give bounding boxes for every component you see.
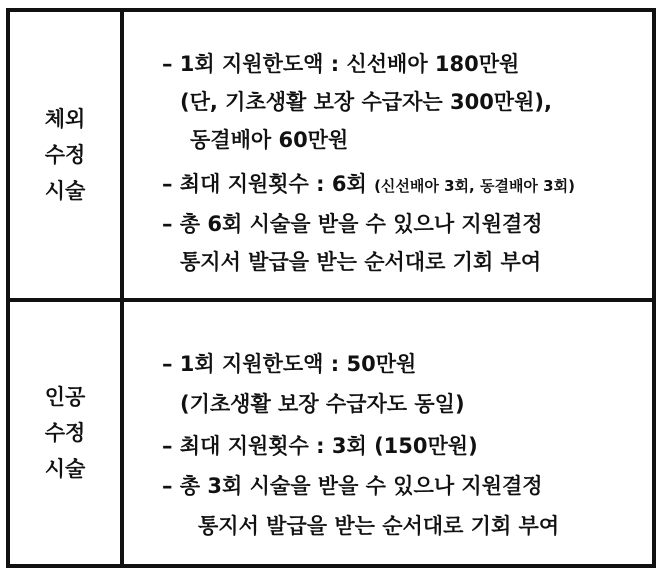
content-text: – 최대 지원횟수 : 6회 — [162, 172, 367, 196]
content-line — [162, 168, 575, 198]
row-label-line: 체외 — [44, 107, 86, 131]
row-label-line: 인공 — [44, 385, 86, 409]
content-line: – 1회 지원한도액 : 50만원 — [162, 352, 417, 376]
content-line: 동결배아 60만원 — [190, 128, 349, 152]
content-note: (신선배아 3회, 동결배아 3회) — [374, 177, 575, 195]
row-label-line: 시술 — [44, 457, 86, 481]
content-line: 통지서 발급을 받는 순서대로 기회 부여 — [180, 250, 542, 274]
support-table — [6, 8, 656, 568]
row-label-ivf — [10, 12, 120, 298]
row-content-iui — [124, 302, 652, 564]
row-label-line: 시술 — [44, 179, 86, 203]
content-line: 통지서 발급을 받는 순서대로 기회 부여 — [198, 514, 560, 538]
content-line: (기초생활 보장 수급자도 동일) — [180, 392, 465, 416]
row-content-ivf — [124, 12, 652, 298]
content-line: (단, 기초생활 보장 수급자는 300만원), — [180, 90, 552, 114]
row-label-iui — [10, 302, 120, 564]
content-line: – 총 6회 시술을 받을 수 있으나 지원결정 — [162, 212, 543, 236]
content-line: – 1회 지원한도액 : 신선배아 180만원 — [162, 52, 520, 76]
content-line: – 최대 지원횟수 : 3회 (150만원) — [162, 434, 478, 458]
row-label-line: 수정 — [44, 421, 86, 445]
content-line: – 총 3회 시술을 받을 수 있으나 지원결정 — [162, 474, 543, 498]
row-label-line: 수정 — [44, 143, 86, 167]
